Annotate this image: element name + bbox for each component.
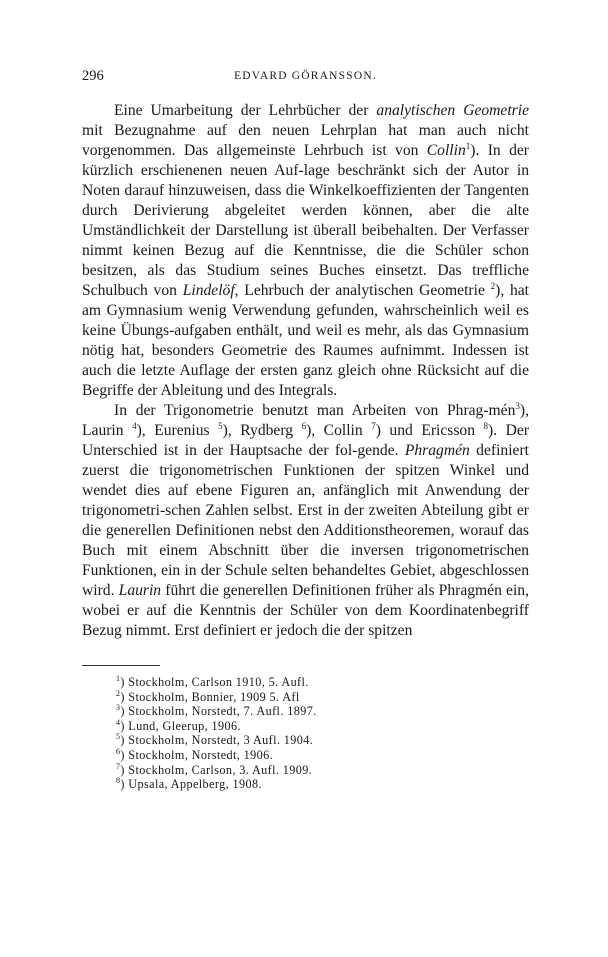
footnote-text: ) Stockholm, Norstedt, 3 Aufl. 1904. [120,733,314,748]
text-run: ) und Ericsson [375,422,484,439]
footnote-mark: 3 [116,703,121,713]
footnote-2 [116,690,529,705]
footnote-mark: 1 [116,673,121,683]
footnote-6 [116,748,529,763]
paragraph-trigonometry [82,401,529,641]
text-run: mit Bezugnahme auf den neuen Lehrplan hat man auch nicht vorgenommen. Das allgemeinste Lehrbuch ist von [82,122,529,159]
footnote-text: ) Stockholm, Bonnier, 1909 5. Afl [120,689,300,704]
footnote-separator [82,665,160,666]
footnote-1 [116,675,529,690]
emphasis-collin: Collin [426,142,466,159]
page-number: 296 [82,68,104,84]
text-run: definiert zuerst die trigonometrischen Funktionen der spitzen Winkel und wendet dies auf ebene Figuren an, anfänglich mit Anwendung der trigonometri-schen Zahlen selbst. Erst in der zweiten Abteilung gibt er die generellen Definitionen nebst den Additionstheoremen, worauf das Buch mit einem Abschnitt über die inversen trigonometrischen Funktionen, ein in der Schule selten behandeltes Gebiet, abgeschlossen wird. [82,442,529,599]
footnote-ref-8: 8 [483,420,489,431]
text-run: ), Rydberg [222,422,302,439]
emphasis-laurin: Laurin [118,582,162,599]
emphasis-lindeloef: Lindelöf [182,282,235,299]
text-run: ). In der kürzlich erschienenen neuen Auf-lage beschränkt sich der Autor in Noten darauf hinzuweisen, dass die Winkelkoeffizienten der Tangenten durch Derivierung abgeleitet werden können, aber die alte Umständlichkeit der Darstellung ist überall beibehalten. Der Verfasser nimmt keinen Bezug auf die Kenntnisse, die die Schüler schon besitzen, als das Studium seines Buches einsetzt. Das treffliche Schulbuch von [82,142,529,299]
text-run: In der Trigonometrie benutzt man Arbeiten von Phrag-mén [114,402,516,419]
text-run: ). Der Unterschied ist in der Hauptsache der fol-gende. [82,422,530,459]
body-text [82,101,529,641]
text-run: , Lehrbuch der analytischen Geometrie [234,282,491,299]
text-run: führt die generellen Definitionen früher als Phragmén ein, wobei er auf die Kenntnis der Schüler von dem Koordinatenbegriff Bezug nimmt. Erst definiert er jedoch die der spitzen [82,582,529,639]
running-head: EDVARD GÖRANSSON. [234,70,377,82]
footnote-text: ) Stockholm, Carlson, 3. Aufl. 1909. [120,762,313,777]
footnote-7 [116,763,529,778]
footnote-5 [116,733,529,748]
book-page [82,66,529,792]
footnote-3 [116,704,529,719]
footnote-text: ) Lund, Gleerup, 1906. [120,718,241,733]
text-run: ), hat am Gymnasium wenig Verwendung gefunden, wahrscheinlich weil es keine Übungs-aufgaben enthält, und weil es mehr, als das Gymnasium nötig hat, besonders Geometrie des Raumes aufnimmt. Indessen ist auch die letzte Auflage der ersten ganz gleich ohne Rücksicht auf die Begriffe der Ableitung und des Integrals. [82,282,529,399]
footnote-text: ) Stockholm, Norstedt, 7. Aufl. 1897. [120,704,317,719]
text-run: ), Laurin [82,402,529,439]
footnote-ref-2: 2 [490,280,496,291]
footnote-ref-6: 6 [301,420,307,431]
footnote-mark: 6 [116,746,121,756]
footnote-mark: 2 [116,688,121,698]
footnote-mark: 8 [116,776,121,786]
emphasis-analytischen-geometrie: analytischen Geometrie [376,102,530,119]
footnote-ref-1: 1 [465,140,471,151]
footnote-ref-3: 3 [515,400,520,411]
text-run: ), Eurenius [136,422,219,439]
footnote-8 [116,777,529,792]
footnote-list [82,675,529,792]
footnote-text: ) Upsala, Appelberg, 1908. [120,777,262,792]
text-run: ), Collin [306,422,372,439]
footnote-text: ) Stockholm, Norstedt, 1906. [120,747,274,762]
footnote-mark: 5 [116,732,121,742]
footnote-mark: 4 [116,717,121,727]
footnote-mark: 7 [116,761,121,771]
footnote-ref-4: 4 [132,420,137,431]
page-header [82,66,529,86]
footnote-ref-7: 7 [371,420,376,431]
emphasis-phragmen: Phragmén [404,442,470,459]
text-run: Eine Umarbeitung der Lehrbücher der [114,102,377,119]
footnote-ref-5: 5 [218,420,223,431]
footnote-text: ) Stockholm, Carlson 1910, 5. Aufl. [120,675,309,689]
paragraph-analytic-geometry [82,101,529,401]
footnote-4 [116,719,529,734]
